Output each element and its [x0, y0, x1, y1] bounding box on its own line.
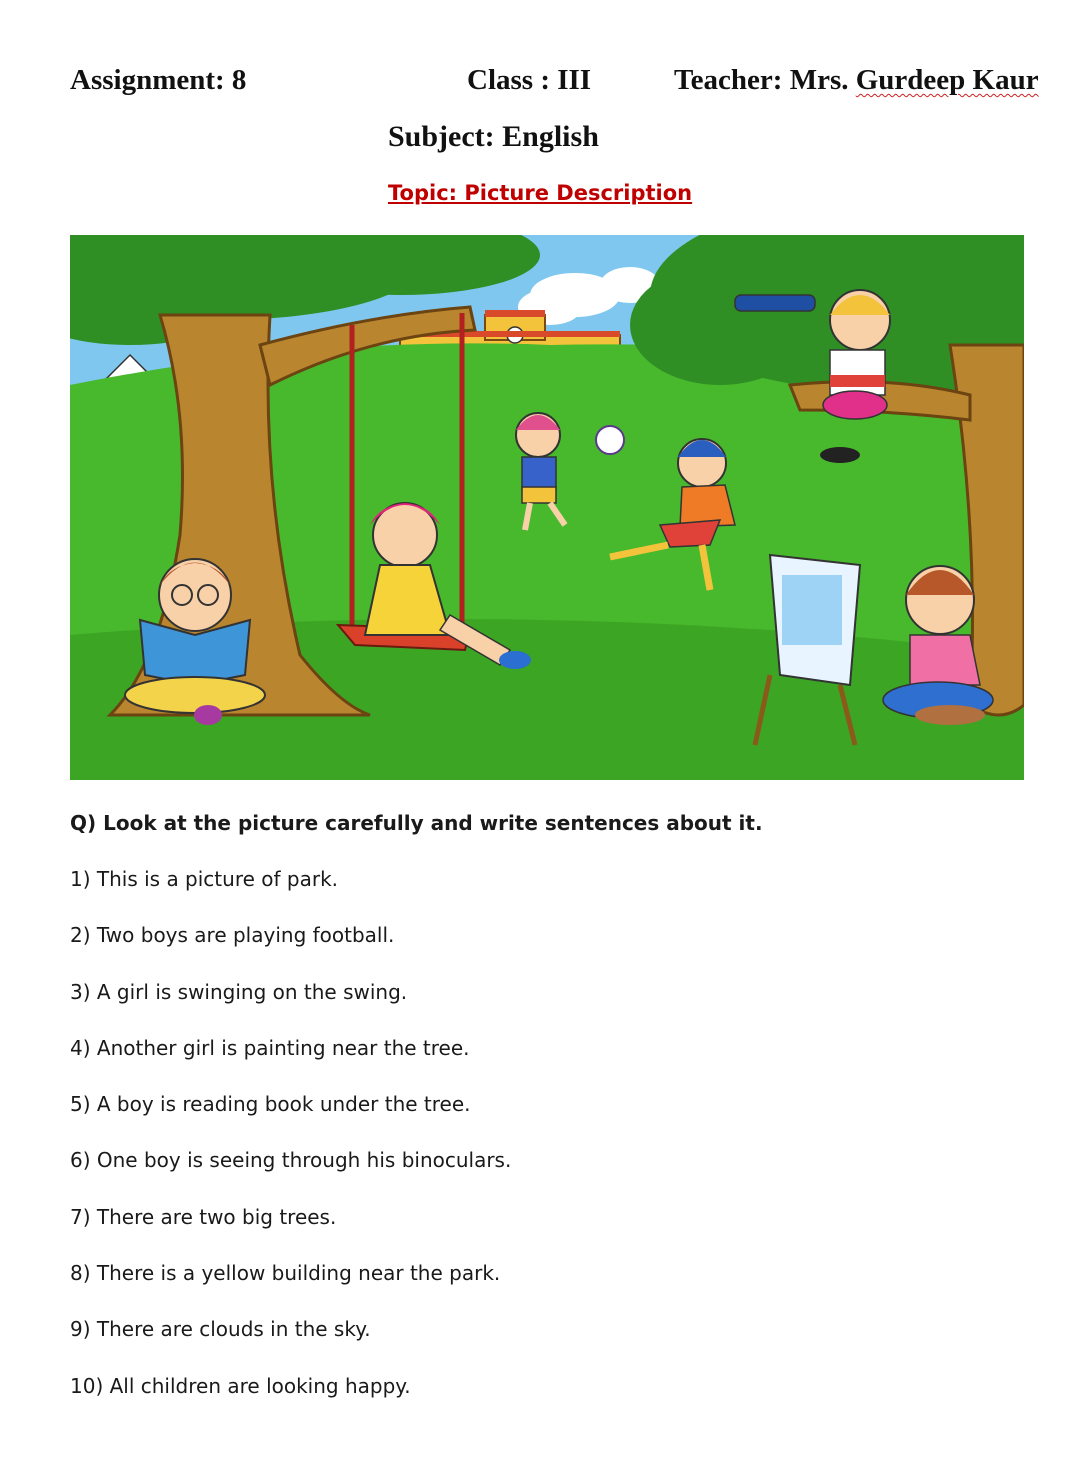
class-label: Class : III [467, 64, 592, 96]
answer-list [70, 866, 511, 1429]
answer-item: 4) Another girl is painting near the tree. [70, 1035, 470, 1060]
answer-item: 8) There is a yellow building near the park. [70, 1261, 501, 1286]
answer-item: 3) A girl is swinging on the swing. [70, 979, 408, 1004]
answer-item: 5) A boy is reading book under the tree. [70, 1092, 471, 1117]
assignment-number: Assignment: 8 [70, 64, 247, 96]
teacher-prefix: Teacher: Mrs. [674, 64, 856, 96]
answer-item: 2) Two boys are playing football. [70, 923, 395, 948]
teacher-label [674, 64, 1039, 97]
teacher-name: Gurdeep Kaur [855, 64, 1039, 96]
park-illustration [70, 235, 1024, 780]
subject-label: Subject: English [388, 120, 599, 153]
answer-item: 10) All children are looking happy. [70, 1373, 411, 1398]
answer-item: 6) One boy is seeing through his binoculars. [70, 1148, 512, 1173]
answer-item: 9) There are clouds in the sky. [70, 1317, 371, 1342]
answer-item: 1) This is a picture of park. [70, 867, 339, 891]
question-prompt: Q) Look at the picture carefully and write sentences about it. [70, 811, 763, 835]
topic-label: Topic: Picture Description [388, 181, 693, 205]
answer-item: 7) There are two big trees. [70, 1204, 337, 1229]
football [596, 426, 624, 454]
